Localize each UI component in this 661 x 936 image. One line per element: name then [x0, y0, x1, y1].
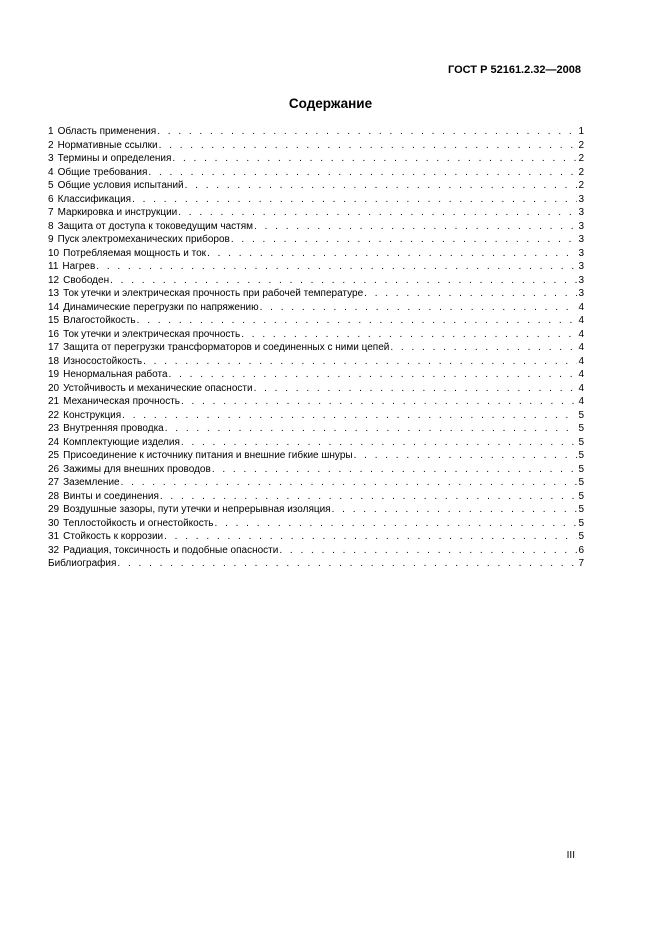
dot-leader: [121, 476, 578, 490]
toc-entry-page: 5: [578, 463, 584, 475]
toc-entry-page: 2: [578, 153, 584, 164]
toc-entry-number: 8: [48, 220, 54, 232]
toc-entry-number: 16: [48, 328, 60, 340]
toc-entry-title: Нагрев: [62, 261, 96, 272]
toc-entry-page: 5: [578, 436, 584, 448]
dot-leader: [164, 530, 577, 544]
toc-entry-title: Присоединение к источнику питания и внешние гибкие шнуры: [63, 450, 353, 461]
dot-leader: [212, 463, 578, 477]
toc-entry-title: Радиация, токсичность и подобные опасности: [63, 544, 279, 556]
page-title: Содержание: [288, 96, 373, 111]
toc-entry-number: 31: [48, 531, 60, 542]
dot-leader: [260, 301, 578, 315]
toc-entry-number: 11: [48, 261, 59, 272]
toc-entry-number: 20: [48, 382, 60, 394]
toc-entry-title: Динамические перегрузки по напряжению: [63, 301, 259, 313]
toc-entry: [48, 557, 584, 571]
toc-entry: [48, 152, 584, 166]
toc-entry: [48, 382, 584, 396]
dot-leader: [143, 355, 577, 369]
toc-entry-number: 10: [48, 247, 60, 259]
dot-leader: [178, 206, 577, 220]
toc-entry: [48, 490, 584, 504]
toc-entry-title: Конструкция: [63, 409, 122, 421]
toc-entry-number: 24: [48, 436, 60, 448]
toc-entry-page: 2: [578, 166, 584, 178]
toc-entry-title: Общие требования: [57, 166, 148, 178]
toc-entry-page: 4: [578, 315, 584, 326]
toc-entry-number: 29: [48, 504, 60, 515]
toc-entry-number: 4: [48, 166, 54, 178]
dot-leader: [110, 274, 577, 288]
dot-leader: [364, 287, 577, 301]
dot-leader: [354, 449, 578, 463]
toc-entry-title: Устойчивость и механические опасности: [63, 382, 253, 394]
toc-entry-page: 5: [578, 517, 584, 529]
toc-entry-page: 5: [578, 450, 584, 461]
toc-entry-page: 3: [578, 207, 584, 218]
toc-entry: [48, 301, 584, 315]
toc-entry-title: Классификация: [57, 193, 132, 205]
toc-entry-number: 3: [48, 153, 54, 164]
toc-entry-number: 13: [48, 288, 60, 299]
toc-entry: [48, 476, 584, 490]
dot-leader: [165, 422, 578, 436]
dot-leader: [160, 490, 578, 504]
toc-entry-page: 2: [578, 139, 584, 151]
dot-leader: [132, 193, 577, 207]
toc-entry-number: 6: [48, 193, 54, 205]
toc-entry-page: 4: [578, 342, 584, 353]
toc-entry-number: 12: [48, 274, 60, 286]
toc-entry-page: 4: [578, 382, 584, 394]
toc-entry-page: 3: [578, 288, 584, 299]
dot-leader: [137, 314, 578, 328]
toc-entry-page: 3: [578, 193, 584, 205]
toc-entry-title: Маркировка и инструкции: [57, 207, 178, 218]
toc-entry-page: 7: [578, 558, 584, 569]
toc-entry-page: 3: [578, 261, 584, 272]
toc-entry-number: 1: [48, 126, 54, 137]
toc-entry-number: 18: [48, 355, 60, 367]
toc-entry: [48, 449, 584, 463]
toc-entry: [48, 220, 584, 234]
toc-entry-number: 9: [48, 234, 54, 245]
toc-entry-number: 5: [48, 180, 54, 191]
toc-entry-title: Ток утечки и электрическая прочность: [63, 328, 241, 340]
toc-entry: [48, 328, 584, 342]
dot-leader: [181, 395, 577, 409]
dot-leader: [254, 382, 578, 396]
toc-entry-title: Пуск электромеханических приборов: [57, 234, 230, 245]
toc-entry-page: 4: [578, 369, 584, 380]
toc-entry: [48, 409, 584, 423]
toc-entry-number: 15: [48, 315, 60, 326]
toc-entry-page: 2: [578, 180, 584, 191]
dot-leader: [159, 139, 578, 153]
toc-entry-page: 3: [578, 220, 584, 232]
toc-entry-title: Зажимы для внешних проводов: [63, 463, 211, 475]
toc-entry-title: Влагостойкость: [63, 315, 136, 326]
toc-entry: [48, 503, 584, 517]
toc-entry-number: 23: [48, 423, 60, 434]
toc-entry: [48, 193, 584, 207]
dot-leader: [172, 152, 577, 166]
toc-entry-page: 1: [578, 126, 584, 137]
toc-entry: [48, 179, 584, 193]
toc-entry: [48, 368, 584, 382]
dot-leader: [169, 368, 578, 382]
toc-entry: [48, 544, 584, 558]
toc-entry-title: Защита от перегрузки трансформаторов и соединенных с ними цепей: [63, 342, 390, 353]
dot-leader: [332, 503, 578, 517]
toc-entry: [48, 341, 584, 355]
toc-entry-title: Воздушные зазоры, пути утечки и непрерывная изоляция: [63, 504, 331, 515]
toc-entry-number: 27: [48, 477, 60, 488]
dot-leader: [215, 517, 578, 531]
toc-entry: [48, 166, 584, 180]
toc-entry-number: 7: [48, 207, 54, 218]
toc-entry-number: 25: [48, 450, 60, 461]
dot-leader: [390, 341, 577, 355]
document-id: ГОСТ Р 52161.2.32—2008: [447, 64, 581, 76]
toc-entry: [48, 287, 584, 301]
toc-entry-page: 3: [578, 274, 584, 286]
toc-entry-number: 28: [48, 490, 60, 502]
toc-entry-page: 4: [578, 301, 584, 313]
toc-entry-title: Термины и определения: [57, 153, 172, 164]
dot-leader: [231, 233, 578, 247]
toc-entry: [48, 260, 584, 274]
toc-entry: [48, 314, 584, 328]
toc-entry-title: Библиография: [48, 558, 117, 569]
toc-entry-page: 6: [578, 544, 584, 556]
toc-entry-title: Нормативные ссылки: [57, 139, 158, 151]
toc-entry-title: Общие условия испытаний: [57, 180, 184, 191]
toc-entry-title: Потребляемая мощность и ток: [63, 247, 207, 259]
toc-entry-page: 4: [578, 396, 584, 407]
toc-entry: [48, 517, 584, 531]
toc-entry-page: 5: [578, 504, 584, 515]
toc-entry: [48, 247, 584, 261]
toc-entry-page: 5: [578, 490, 584, 502]
dot-leader: [148, 166, 577, 180]
toc-entry-page: 3: [578, 234, 584, 245]
dot-leader: [207, 247, 577, 261]
dot-leader: [254, 220, 577, 234]
toc-entry-number: 30: [48, 517, 60, 529]
toc-entry: [48, 206, 584, 220]
dot-leader: [117, 557, 577, 571]
toc-entry-number: 19: [48, 369, 60, 380]
dot-leader: [241, 328, 577, 342]
toc-entry: [48, 422, 584, 436]
toc-entry: [48, 395, 584, 409]
toc-entry-title: Область применения: [57, 126, 157, 137]
toc-entry: [48, 233, 584, 247]
toc-entry-number: 14: [48, 301, 60, 313]
toc-entry-title: Защита от доступа к токоведущим частям: [57, 220, 254, 232]
toc-entry-number: 17: [48, 342, 60, 353]
toc-entry-title: Свободен: [63, 274, 110, 286]
toc-entry-title: Заземление: [63, 477, 120, 488]
toc-entry: [48, 436, 584, 450]
toc-entry-title: Внутренняя проводка: [63, 423, 164, 434]
toc-entry-title: Теплостойкость и огнестойкость: [63, 517, 214, 529]
toc-entry-page: 4: [578, 328, 584, 340]
dot-leader: [279, 544, 577, 558]
toc-entry: [48, 530, 584, 544]
toc-entry-number: 32: [48, 544, 60, 556]
toc-entry-title: Ток утечки и электрическая прочность при рабочей температуре: [63, 288, 364, 299]
toc-entry-title: Механическая прочность: [63, 396, 180, 407]
toc-entry-title: Износостойкость: [63, 355, 143, 367]
toc-entry-title: Винты и соединения: [63, 490, 159, 502]
toc-entry-page: 5: [578, 477, 584, 488]
toc-entry: [48, 463, 584, 477]
dot-leader: [96, 260, 577, 274]
toc-entry: [48, 125, 584, 139]
table-of-contents: [48, 125, 584, 571]
toc-entry-title: Комплектующие изделия: [63, 436, 180, 448]
toc-entry-page: 5: [578, 531, 584, 542]
toc-entry-page: 5: [578, 409, 584, 421]
dot-leader: [122, 409, 577, 423]
toc-entry: [48, 139, 584, 153]
toc-entry-number: 21: [48, 396, 60, 407]
toc-entry-number: 2: [48, 139, 54, 151]
toc-entry-page: 5: [578, 423, 584, 434]
toc-entry-number: 26: [48, 463, 60, 475]
toc-entry-title: Ненормальная работа: [63, 369, 168, 380]
dot-leader: [185, 179, 578, 193]
toc-entry-title: Стойкость к коррозии: [63, 531, 164, 542]
toc-entry-number: 22: [48, 409, 60, 421]
dot-leader: [157, 125, 577, 139]
toc-entry: [48, 274, 584, 288]
dot-leader: [181, 436, 578, 450]
toc-entry-page: 4: [578, 355, 584, 367]
page-number: III: [566, 850, 575, 861]
toc-entry-page: 3: [578, 247, 584, 259]
toc-entry: [48, 355, 584, 369]
